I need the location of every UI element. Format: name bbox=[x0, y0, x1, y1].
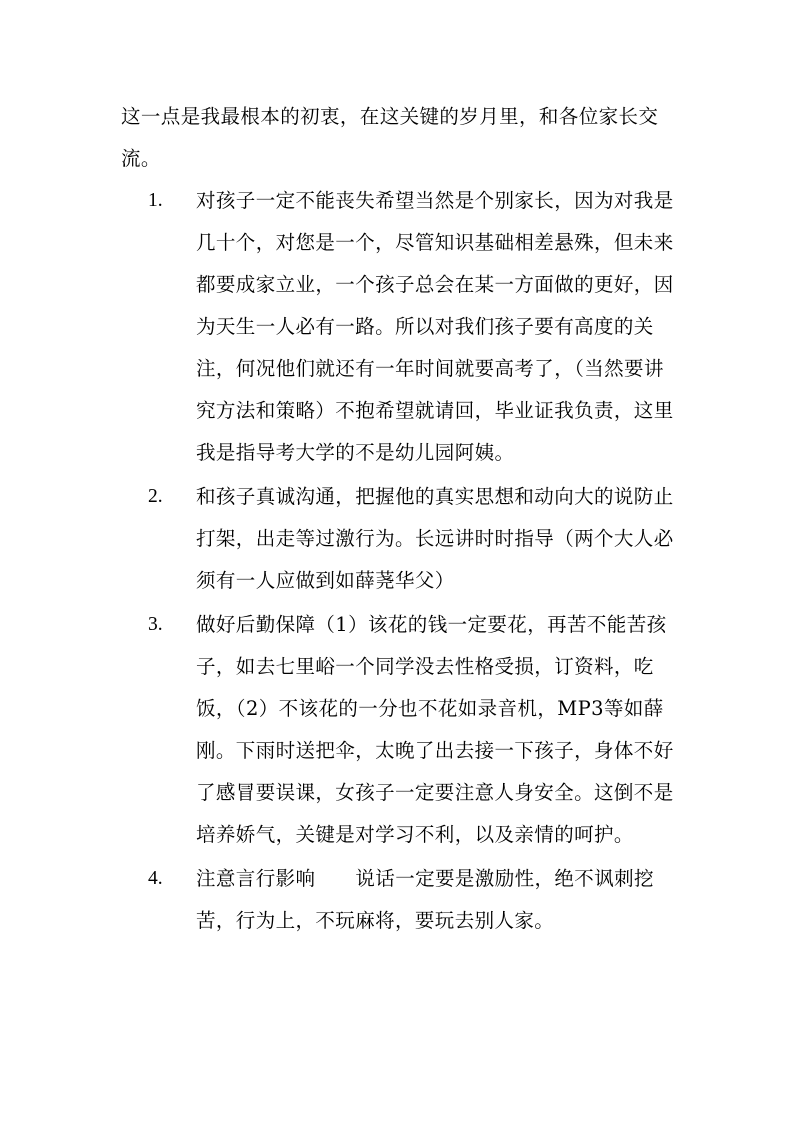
list-item-text: 说话一定要是激励性，绝不讽刺挖苦，行为上，不玩麻将，要玩去别人家。 bbox=[196, 867, 654, 932]
list-item-title: 注意言行影响 bbox=[196, 867, 316, 890]
list-item-1 bbox=[0, 180, 794, 474]
list-number: 3. bbox=[148, 614, 163, 635]
numbered-list bbox=[0, 180, 794, 944]
intro-paragraph: 这一点是我最根本的初衷，在这关键的岁月里，和各位家长交流。 bbox=[121, 105, 659, 170]
list-item-4 bbox=[0, 858, 794, 942]
list-number: 1. bbox=[148, 190, 163, 211]
list-number: 2. bbox=[148, 486, 163, 507]
list-item-body bbox=[196, 858, 676, 942]
list-item-text: 对孩子一定不能丧失希望当然是个别家长，因为对我是几十个，对您是一个，尽管知识基础相差悬殊，但未来都要成家立业，一个孩子总会在某一方面做的更好，因为天生一人必有一路。所以对我们孩子要有高度的关注，何况他们就还有一年时间就要高考了，（当然要讲究方法和策略）不抱希望就请回，毕业证我负责，这里我是指导考大学的不是幼儿园阿姨。 bbox=[196, 189, 674, 464]
list-item-text: 做好后勤保障（1）该花的钱一定要花，再苦不能苦孩子，如去七里峪一个同学没去性格受损，订资料，吃饭，（2）不该花的一分也不花如录音机，MP3等如薛刚。下雨时送把伞，太晚了出去接一下孩子，身体不好了感冒要误课，女孩子一定要注意人身安全。这倒不是培养娇气，关键是对学习不利，以及亲情的呵护。 bbox=[196, 613, 674, 846]
list-item-3 bbox=[0, 604, 794, 856]
list-number: 4. bbox=[148, 868, 163, 889]
list-item-text: 和孩子真诚沟通，把握他的真实思想和动向大的说防止打架，出走等过激行为。长远讲时时指导（两个大人必须有一人应做到如薛荛华父） bbox=[196, 485, 674, 592]
list-item-2 bbox=[0, 476, 794, 602]
